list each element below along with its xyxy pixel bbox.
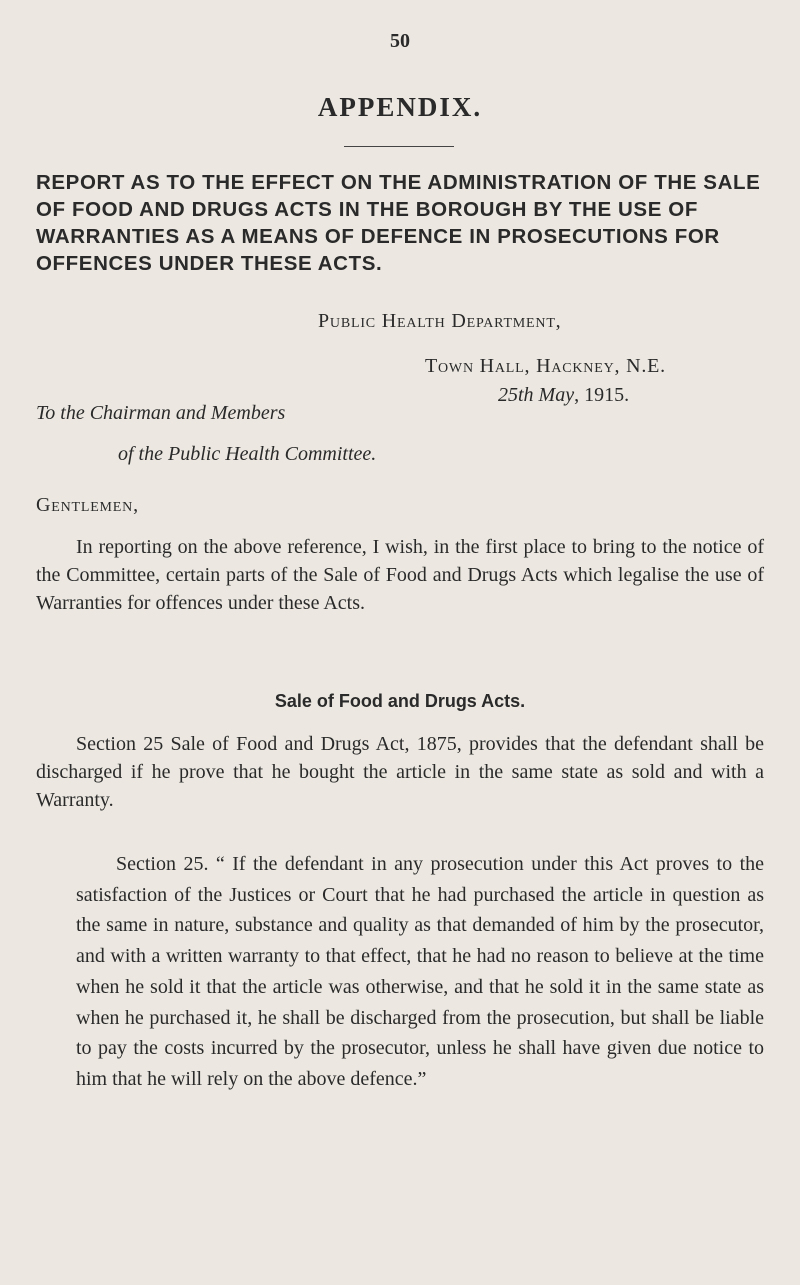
page-number: 50 [390, 30, 410, 52]
addressee-line-2: of the Public Health Committee. [118, 443, 377, 465]
report-heading: REPORT AS TO THE EFFECT ON THE ADMINISTRATION OF THE SALE OF FOOD AND DRUGS ACTS IN THE BOROUGH BY THE USE OF WARRANTIES AS A MEANS OF DEFENCE IN PROSECUTIONS FOR OFFENCES UNDER THESE ACTS. [36, 171, 761, 275]
section-summary-paragraph: Section 25 Sale of Food and Drugs Act, 1875, provides that the defendant shall be discharged if he prove that he bought the article in the same state as sold and with a Warranty. [36, 733, 764, 811]
report-date-year: , 1915. [574, 384, 630, 406]
address-line-town-hall: Town Hall, Hackney, N.E. [425, 355, 666, 377]
salutation: Gentlemen, [36, 494, 139, 516]
report-date [498, 384, 629, 407]
section-quote-paragraph: Section 25. “ If the defendant in any prosecution under this Act proves to the satisfaction of the Justices or Court that he had purchased the article in question as the same in nature, substance and quality as that demanded of him by the prosecutor, and with a written warranty to that effect, that he had no reason to believe at the time when he sold it that the article was otherwise, and that he sold it in the same state as when he purchased it, he shall be discharged from the prosecution, but shall be liable to pay the costs incurred by the prosecutor, unless he shall have given due notice to him that he will rely on the above defence.” [76, 853, 764, 1090]
title-divider [344, 146, 454, 147]
address-line-department: Public Health Department, [318, 310, 562, 332]
report-date-day-month: 25th May [498, 384, 575, 406]
addressee-line-1: To the Chairman and Members [36, 402, 286, 424]
appendix-title: APPENDIX. [317, 92, 483, 122]
intro-paragraph: In reporting on the above reference, I wish, in the first place to bring to the notice of the Committee, certain parts of the Sale of Food and Drugs Acts which legalise the use of Warranties for offences under these Acts. [36, 536, 764, 614]
section-heading: Sale of Food and Drugs Acts. [274, 691, 526, 711]
